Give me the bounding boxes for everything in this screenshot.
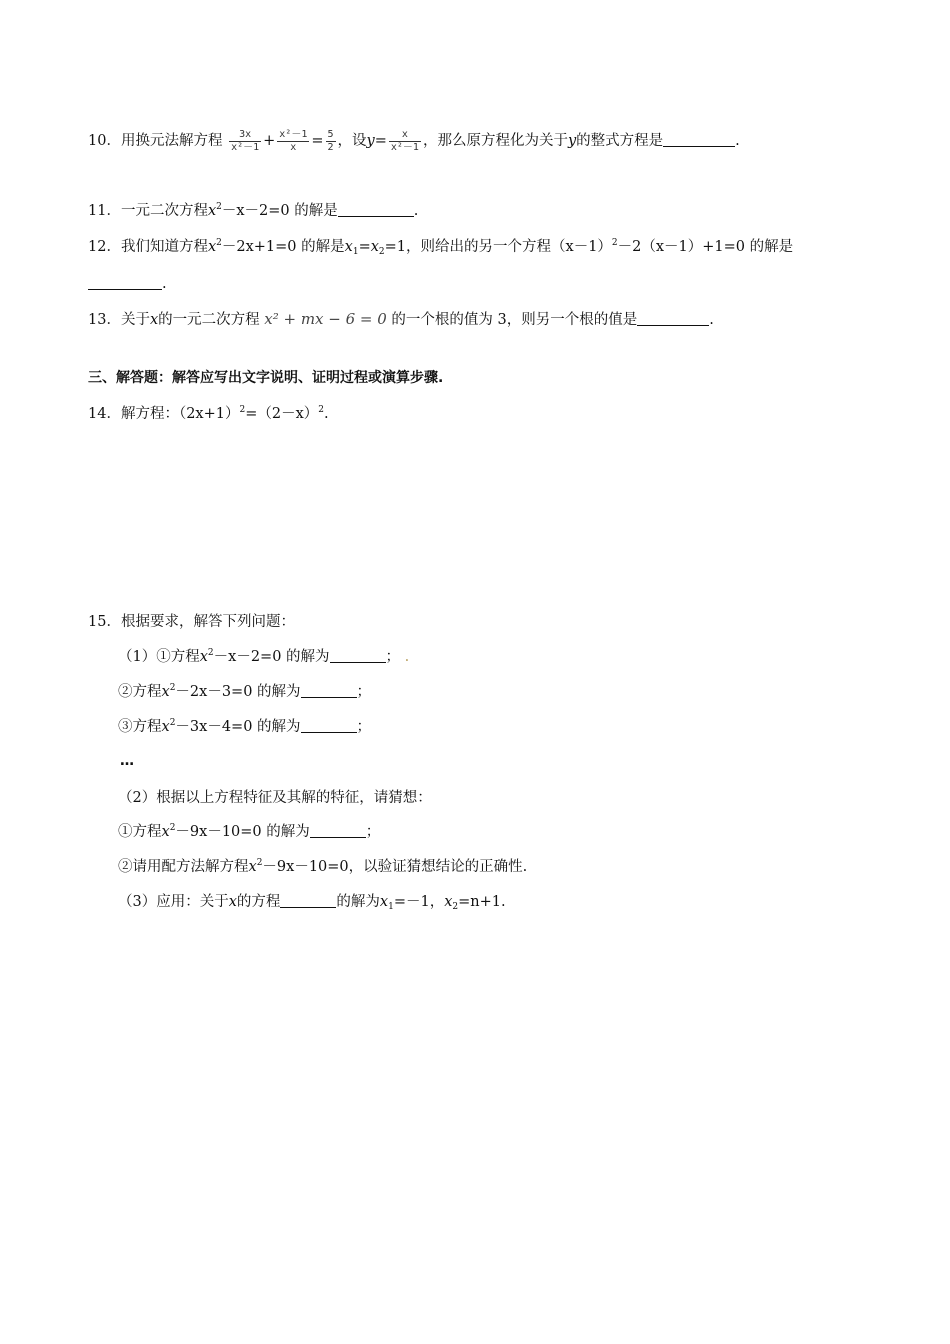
q15-part1-c: ③方程$x^2-3x-4=0$ 的解为 ； (118, 718, 372, 735)
fraction-x2-1-over-x: $\frac{\text{x²－1}}{x}$ (279, 128, 308, 153)
fraction-5-over-2: $\frac{5}{2}$ (327, 128, 334, 153)
answer-blank[interactable] (301, 683, 357, 698)
question-15: 15．根据要求，解答下列问题： (88, 614, 295, 630)
answer-blank[interactable] (280, 893, 336, 908)
q15-part1-a: （1）①方程$x^2-x-2=0$ 的解为 ； . (118, 648, 410, 665)
question-11: 11．一元二次方程$x^2-x-2=0$ 的解是 . (88, 202, 419, 219)
question-14: 14．解方程：$(2x+1)^2=(2-x)^2$. (88, 405, 329, 422)
answer-blank[interactable] (663, 132, 735, 147)
answer-blank[interactable] (338, 202, 414, 217)
question-number: 12． (88, 239, 121, 255)
answer-blank[interactable] (301, 718, 357, 733)
stray-mark: . (404, 649, 410, 665)
question-number: 15． (88, 614, 121, 630)
q15-part3: （3）应用：关于x的方程 的解为$x_1=-1$，$x_2=n+1$. (118, 894, 506, 912)
question-10: 10．用换元法解方程 $\frac{3x}{\text{x²－1}}$ + $\frac{\text{x²－1}}{x}$ = $\frac{5}{2}$ ，设y= $\frac{x}{\text{x²－1}}$ ，那么原方程化为关于y的整式方程是 . (88, 128, 740, 153)
answer-blank[interactable] (637, 311, 709, 326)
question-12: 12．我们知道方程$x^2-2x+1=0$ 的解是$x_1=x_2=1$，则给出的另一个方程$(x-1)^2-2(x-1)+1=0$ 的解是 (88, 238, 794, 257)
question-number: 11． (88, 203, 121, 219)
question-number: 14． (88, 406, 121, 422)
q15-part2-a: ①方程$x^2-9x-10=0$ 的解为 ； (118, 823, 381, 840)
answer-blank[interactable] (88, 275, 162, 290)
section-heading: 三、解答题：解答应写出文字说明、证明过程或演算步骤. (88, 370, 444, 386)
q15-part1-b: ②方程$x^2-2x-3=0$ 的解为 ； (118, 683, 372, 700)
answer-blank[interactable] (310, 823, 366, 838)
question-number: 10． (88, 133, 121, 149)
fraction-x-over-x2-1: $\frac{x}{\text{x²－1}}$ (390, 128, 419, 153)
answer-blank[interactable] (330, 648, 386, 663)
ellipsis: … (120, 753, 134, 769)
fraction-3x-over-x2-1: $\frac{3x}{\text{x²－1}}$ (231, 128, 260, 153)
question-number: 13． (88, 312, 121, 328)
question-13: 13．关于x的一元二次方程 x² + mx − 6 = 0 的一个根的值为 3，则另一个根的值是 . (88, 310, 714, 328)
q15-part2: （2）根据以上方程特征及其解的特征，请猜想： (118, 790, 432, 806)
equation-image: x² + mx − 6 = 0 (264, 310, 387, 328)
question-text: 用换元法解方程 (120, 133, 223, 149)
question-12-line2: . (88, 274, 167, 294)
q15-part2-b: ②请用配方法解方程$x^2-9x-10=0$，以验证猜想结论的正确性. (118, 858, 528, 875)
